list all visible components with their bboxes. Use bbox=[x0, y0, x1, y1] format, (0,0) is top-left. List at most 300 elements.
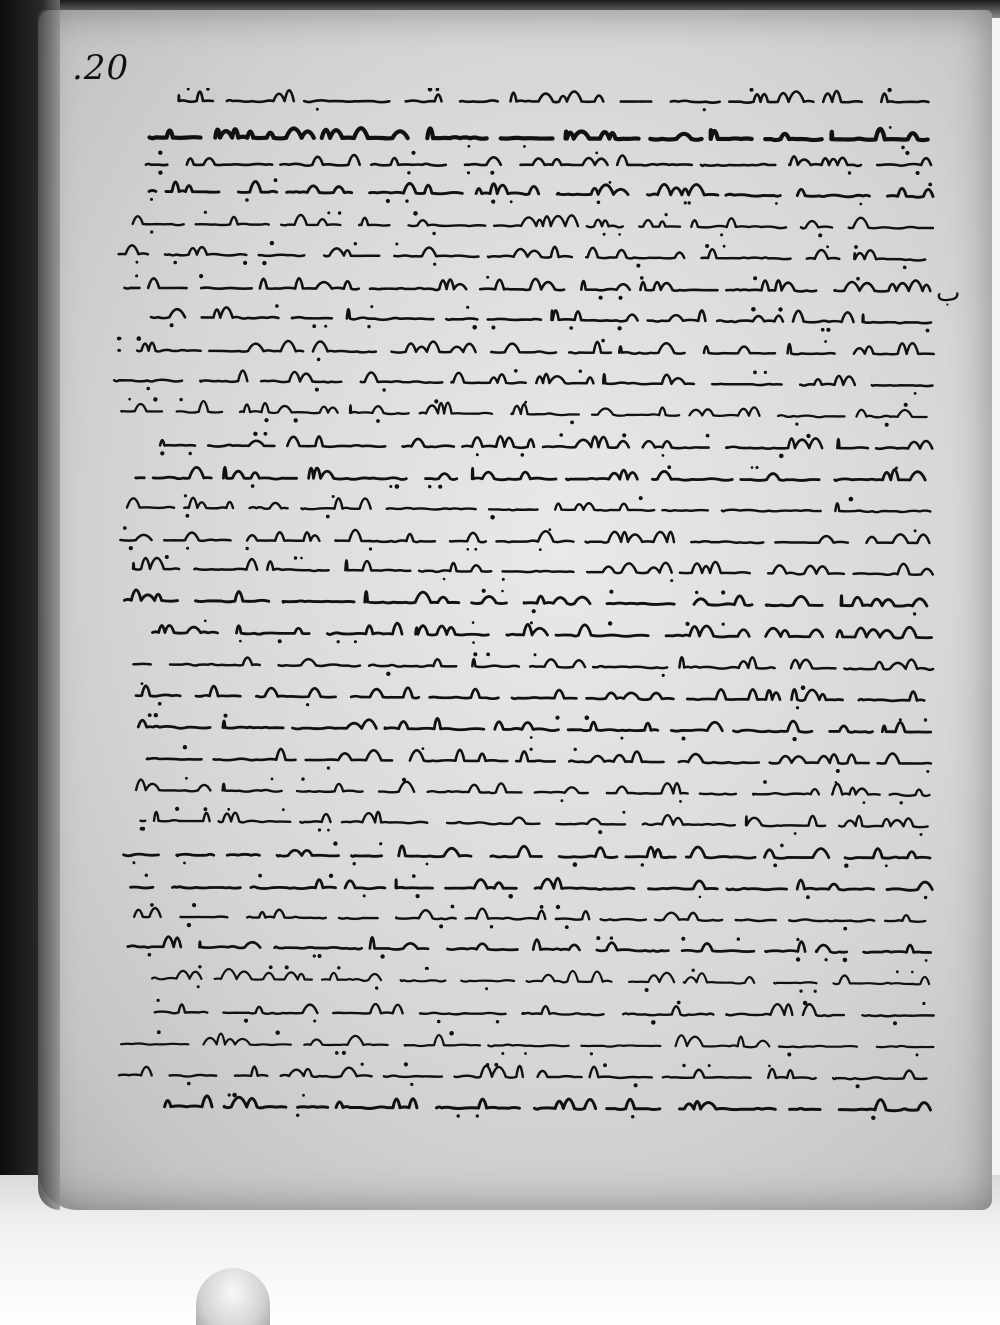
ink-stroke bbox=[149, 182, 933, 198]
diacritic-dot bbox=[595, 152, 598, 155]
diacritic-dot bbox=[871, 1116, 875, 1120]
ink-stroke bbox=[134, 908, 925, 922]
diacritic-dot bbox=[751, 307, 756, 312]
diacritic-dot bbox=[521, 453, 525, 457]
diacritic-dot bbox=[146, 387, 150, 391]
diacritic-dot bbox=[228, 1093, 231, 1096]
ink-stroke bbox=[136, 686, 924, 701]
diacritic-dot bbox=[750, 88, 754, 92]
diacritic-dot bbox=[751, 466, 754, 469]
diacritic-dot bbox=[316, 108, 319, 111]
diacritic-dot bbox=[485, 987, 488, 990]
diacritic-dot bbox=[706, 434, 710, 438]
text-line bbox=[134, 903, 925, 930]
diacritic-dot bbox=[376, 419, 380, 423]
diacritic-dot bbox=[173, 261, 177, 265]
text-line bbox=[131, 874, 933, 900]
diacritic-dot bbox=[433, 263, 436, 266]
ink-stroke bbox=[165, 1096, 931, 1111]
diacritic-dot bbox=[386, 672, 390, 676]
diacritic-dot bbox=[227, 808, 230, 811]
diacritic-dot bbox=[416, 894, 420, 898]
diacritic-dot bbox=[856, 277, 860, 281]
diacritic-dot bbox=[779, 454, 784, 459]
diacritic-dot bbox=[187, 88, 190, 91]
diacritic-dot bbox=[253, 432, 257, 436]
diacritic-dot bbox=[490, 925, 493, 928]
diacritic-dot bbox=[887, 88, 891, 92]
diacritic-dot bbox=[640, 276, 644, 280]
diacritic-dot bbox=[243, 261, 247, 265]
diacritic-dot bbox=[296, 1114, 299, 1117]
diacritic-dot bbox=[354, 242, 357, 245]
text-line bbox=[119, 241, 926, 269]
diacritic-dot bbox=[722, 623, 725, 626]
diacritic-dot bbox=[186, 547, 189, 550]
diacritic-dot bbox=[361, 1063, 364, 1066]
diacritic-dot bbox=[375, 986, 378, 989]
diacritic-dot bbox=[590, 1052, 593, 1055]
diacritic-dot bbox=[928, 183, 932, 187]
diacritic-dot bbox=[920, 833, 923, 836]
diacritic-dot bbox=[703, 108, 706, 111]
diacritic-dot bbox=[239, 640, 242, 643]
diacritic-dot bbox=[312, 324, 316, 328]
diacritic-dot bbox=[482, 589, 486, 593]
diacritic-dot bbox=[327, 766, 330, 769]
ink-stroke bbox=[153, 623, 932, 638]
text-line bbox=[133, 652, 933, 677]
diacritic-dot bbox=[608, 621, 612, 625]
diacritic-dot bbox=[885, 864, 888, 867]
diacritic-dot bbox=[510, 200, 513, 203]
diacritic-dot bbox=[337, 966, 340, 969]
diacritic-dot bbox=[434, 399, 438, 403]
diacritic-dot bbox=[763, 780, 767, 784]
diacritic-dot bbox=[617, 326, 621, 330]
diacritic-dot bbox=[245, 198, 249, 202]
diacritic-dot bbox=[184, 494, 187, 497]
diacritic-dot bbox=[474, 548, 477, 551]
diacritic-dot bbox=[768, 1065, 771, 1068]
diacritic-dot bbox=[354, 640, 357, 643]
diacritic-dot bbox=[796, 706, 799, 709]
diacritic-dot bbox=[491, 200, 495, 204]
diacritic-dot bbox=[204, 211, 207, 214]
diacritic-dot bbox=[395, 243, 398, 246]
diacritic-dot bbox=[170, 323, 174, 327]
diacritic-dot bbox=[150, 903, 154, 907]
diacritic-dot bbox=[395, 484, 400, 489]
diacritic-dot bbox=[160, 451, 164, 455]
diacritic-dot bbox=[692, 969, 695, 972]
diacritic-dot bbox=[326, 515, 330, 519]
diacritic-dot bbox=[905, 151, 909, 155]
text-line bbox=[114, 369, 932, 395]
diacritic-dot bbox=[313, 954, 316, 957]
diacritic-dot bbox=[848, 171, 851, 174]
diacritic-dot bbox=[573, 862, 578, 867]
diacritic-dot bbox=[436, 88, 440, 91]
diacritic-dot bbox=[140, 827, 144, 831]
ink-stroke bbox=[136, 467, 925, 480]
diacritic-dot bbox=[129, 546, 133, 550]
text-line bbox=[149, 178, 933, 205]
text-line bbox=[138, 713, 930, 741]
diacritic-dot bbox=[662, 674, 665, 677]
diacritic-dot bbox=[317, 358, 321, 362]
diacritic-dot bbox=[224, 714, 228, 718]
diacritic-dot bbox=[197, 985, 200, 988]
diacritic-dot bbox=[609, 181, 612, 184]
diacritic-dot bbox=[324, 325, 327, 328]
diacritic-dot bbox=[688, 201, 691, 204]
diacritic-dot bbox=[682, 1064, 685, 1067]
diacritic-dot bbox=[199, 274, 203, 278]
diacritic-dot bbox=[695, 591, 698, 594]
diacritic-dot bbox=[836, 769, 840, 773]
diacritic-dot bbox=[457, 1114, 460, 1117]
diacritic-dot bbox=[806, 895, 810, 899]
diacritic-dot bbox=[514, 369, 518, 373]
diacritic-dot bbox=[561, 799, 564, 802]
diacritic-dot bbox=[337, 640, 340, 643]
diacritic-dot bbox=[405, 199, 408, 202]
diacritic-dot bbox=[799, 990, 802, 993]
diacritic-dot bbox=[780, 844, 784, 848]
diacritic-dot bbox=[150, 198, 153, 201]
diacritic-dot bbox=[681, 937, 685, 941]
diacritic-dot bbox=[264, 432, 268, 436]
text-line bbox=[128, 936, 931, 962]
diacritic-dot bbox=[679, 800, 682, 803]
diacritic-dot bbox=[264, 418, 268, 422]
diacritic-dot bbox=[801, 685, 806, 690]
diacritic-dot bbox=[363, 894, 366, 897]
diacritic-dot bbox=[530, 748, 533, 751]
text-line bbox=[133, 555, 933, 582]
text-line bbox=[119, 1062, 927, 1088]
diacritic-dot bbox=[486, 653, 490, 657]
diacritic-dot bbox=[794, 832, 797, 835]
diacritic-dot bbox=[449, 1031, 454, 1036]
ink-stroke bbox=[127, 498, 930, 512]
ink-stroke bbox=[121, 401, 926, 417]
diacritic-dot bbox=[145, 874, 148, 877]
diacritic-dot bbox=[821, 328, 825, 332]
diacritic-dot bbox=[863, 801, 866, 804]
diacritic-dot bbox=[699, 896, 702, 899]
diacritic-dot bbox=[491, 326, 495, 330]
diacritic-dot bbox=[153, 397, 157, 401]
diacritic-dot bbox=[329, 874, 333, 878]
diacritic-dot bbox=[278, 639, 282, 643]
diacritic-dot bbox=[187, 923, 191, 927]
diacritic-dot bbox=[157, 1030, 161, 1034]
diacritic-dot bbox=[244, 1019, 248, 1023]
diacritic-dot bbox=[926, 329, 930, 333]
ink-stroke bbox=[125, 278, 931, 291]
diacritic-dot bbox=[609, 590, 613, 594]
diacritic-dot bbox=[825, 958, 828, 961]
ink-stroke bbox=[120, 530, 929, 543]
diacritic-dot bbox=[136, 261, 139, 264]
diacritic-dot bbox=[432, 232, 435, 235]
diacritic-dot bbox=[721, 590, 725, 594]
diacritic-dot bbox=[539, 548, 542, 551]
diacritic-dot bbox=[175, 807, 179, 811]
diacritic-dot bbox=[496, 1020, 499, 1023]
diacritic-dot bbox=[634, 1083, 638, 1087]
diacritic-dot bbox=[285, 965, 289, 969]
diacritic-dot bbox=[764, 371, 767, 374]
diacritic-dot bbox=[603, 233, 606, 236]
diacritic-dot bbox=[753, 276, 757, 280]
diacritic-dot bbox=[369, 547, 372, 550]
diacritic-dot bbox=[574, 748, 577, 751]
diacritic-dot bbox=[667, 465, 671, 469]
diacritic-dot bbox=[386, 199, 390, 203]
diacritic-dot bbox=[407, 171, 410, 174]
diacritic-dot bbox=[451, 905, 455, 909]
diacritic-dot bbox=[523, 145, 526, 148]
diacritic-dot bbox=[353, 862, 356, 865]
diacritic-dot bbox=[639, 496, 643, 500]
diacritic-dot bbox=[756, 466, 759, 469]
diacritic-dot bbox=[814, 990, 817, 993]
diacritic-dot bbox=[610, 936, 613, 939]
diacritic-dot bbox=[925, 959, 928, 962]
diacritic-dot bbox=[158, 151, 162, 155]
diacritic-dot bbox=[548, 528, 551, 531]
diacritic-dot bbox=[570, 421, 574, 425]
diacritic-dot bbox=[204, 620, 207, 623]
diacritic-dot bbox=[524, 1052, 527, 1055]
diacritic-dot bbox=[723, 245, 726, 248]
diacritic-dot bbox=[338, 211, 341, 214]
diacritic-dot bbox=[315, 388, 319, 392]
text-line bbox=[153, 620, 932, 644]
diacritic-dot bbox=[903, 266, 907, 270]
diacritic-dot bbox=[914, 392, 917, 395]
text-line bbox=[150, 126, 928, 149]
diacritic-dot bbox=[467, 171, 470, 174]
diacritic-dot bbox=[508, 894, 513, 899]
diacritic-dot bbox=[367, 325, 370, 328]
diacritic-dot bbox=[524, 401, 527, 404]
diacritic-dot bbox=[618, 233, 621, 236]
diacritic-dot bbox=[472, 641, 475, 644]
diacritic-dot bbox=[901, 146, 905, 150]
diacritic-dot bbox=[335, 1051, 339, 1055]
diacritic-dot bbox=[123, 526, 127, 530]
diacritic-dot bbox=[826, 245, 829, 248]
text-line bbox=[165, 1093, 931, 1120]
diacritic-dot bbox=[596, 936, 600, 940]
diacritic-dot bbox=[306, 703, 309, 706]
diacritic-dot bbox=[843, 958, 848, 963]
diacritic-dot bbox=[274, 178, 278, 182]
diacritic-dot bbox=[502, 578, 505, 581]
text-line bbox=[136, 682, 924, 709]
diacritic-dot bbox=[922, 1002, 925, 1005]
diacritic-dot bbox=[914, 529, 917, 532]
diacritic-dot bbox=[294, 556, 297, 559]
diacritic-dot bbox=[670, 579, 673, 582]
diacritic-dot bbox=[856, 1084, 860, 1088]
diacritic-dot bbox=[904, 403, 908, 407]
ink-stroke bbox=[128, 937, 931, 953]
diacritic-dot bbox=[276, 1031, 280, 1035]
diacritic-dot bbox=[154, 713, 158, 717]
diacritic-dot bbox=[327, 829, 330, 832]
diacritic-dot bbox=[636, 264, 640, 268]
handwriting-strokes bbox=[100, 88, 940, 1148]
diacritic-dot bbox=[333, 841, 337, 845]
diacritic-dot bbox=[426, 967, 429, 970]
ink-stroke bbox=[133, 215, 933, 228]
ink-stroke bbox=[136, 780, 929, 796]
diacritic-dot bbox=[318, 828, 321, 831]
diacritic-dot bbox=[824, 340, 827, 343]
text-line bbox=[124, 589, 927, 616]
diacritic-dot bbox=[476, 453, 479, 456]
diacritic-dot bbox=[896, 970, 899, 973]
diacritic-dot bbox=[796, 957, 800, 961]
diacritic-dot bbox=[778, 307, 782, 311]
diacritic-dot bbox=[631, 1115, 634, 1118]
diacritic-dot bbox=[603, 1063, 607, 1067]
diacritic-dot bbox=[389, 485, 392, 488]
diacritic-dot bbox=[534, 653, 537, 656]
diacritic-dot bbox=[540, 905, 544, 909]
ink-stroke bbox=[131, 878, 933, 890]
diacritic-dot bbox=[468, 145, 471, 148]
diacritic-dot bbox=[204, 807, 208, 811]
diacritic-dot bbox=[682, 737, 686, 741]
diacritic-dot bbox=[665, 213, 668, 216]
diacritic-dot bbox=[645, 988, 649, 992]
page-spine-shadow bbox=[38, 10, 60, 1210]
diacritic-dot bbox=[773, 864, 777, 868]
ink-stroke bbox=[141, 812, 928, 827]
diacritic-dot bbox=[137, 336, 142, 341]
diacritic-dot bbox=[796, 938, 799, 941]
ink-stroke bbox=[152, 969, 929, 984]
diacritic-dot bbox=[720, 233, 723, 236]
diacritic-dot bbox=[443, 578, 446, 581]
diacritic-dot bbox=[826, 328, 830, 332]
diacritic-dot bbox=[501, 1052, 504, 1055]
diacritic-dot bbox=[466, 306, 469, 309]
diacritic-dot bbox=[300, 557, 303, 560]
diacritic-dot bbox=[641, 863, 644, 866]
diacritic-dot bbox=[270, 241, 274, 245]
ink-stroke bbox=[133, 558, 933, 575]
diacritic-dot bbox=[737, 937, 740, 940]
diacritic-dot bbox=[795, 423, 798, 426]
text-line bbox=[152, 965, 929, 993]
diacritic-dot bbox=[708, 1064, 711, 1067]
diacritic-dot bbox=[132, 861, 135, 864]
diacritic-dot bbox=[379, 842, 382, 845]
diacritic-dot bbox=[232, 1093, 237, 1098]
diacritic-dot bbox=[705, 244, 709, 248]
text-line bbox=[146, 151, 931, 176]
diacritic-dot bbox=[677, 1001, 681, 1005]
diacritic-dot bbox=[476, 1114, 479, 1117]
ink-stroke bbox=[124, 590, 927, 606]
text-line bbox=[147, 745, 931, 773]
diacritic-dot bbox=[859, 203, 862, 206]
diacritic-dot bbox=[189, 452, 192, 455]
ink-stroke bbox=[119, 1066, 927, 1079]
text-line bbox=[140, 807, 928, 836]
diacritic-dot bbox=[684, 201, 687, 204]
diacritic-dot bbox=[380, 954, 384, 958]
diacritic-dot bbox=[900, 801, 903, 804]
diacritic-dot bbox=[135, 274, 138, 277]
diacritic-dot bbox=[899, 718, 902, 721]
diacritic-dot bbox=[428, 485, 431, 488]
diacritic-dot bbox=[885, 423, 889, 427]
ink-stroke bbox=[119, 341, 934, 354]
diacritic-dot bbox=[924, 718, 927, 721]
text-line bbox=[136, 777, 929, 805]
ink-stroke bbox=[138, 718, 930, 732]
diacritic-dot bbox=[849, 497, 854, 502]
diacritic-dot bbox=[926, 770, 929, 773]
text-line bbox=[127, 494, 930, 519]
diacritic-dot bbox=[490, 171, 494, 175]
diacritic-dot bbox=[426, 863, 429, 866]
diacritic-dot bbox=[370, 305, 373, 308]
diacritic-dot bbox=[318, 954, 322, 958]
diacritic-dot bbox=[662, 454, 665, 457]
diacritic-dot bbox=[251, 484, 255, 488]
diacritic-dot bbox=[183, 862, 186, 865]
diacritic-dot bbox=[158, 702, 162, 706]
diacritic-dot bbox=[916, 171, 920, 175]
ink-stroke bbox=[160, 436, 932, 449]
diacritic-dot bbox=[150, 230, 153, 233]
diacritic-dot bbox=[422, 747, 425, 750]
ink-stroke bbox=[179, 90, 929, 102]
diacritic-dot bbox=[165, 555, 169, 559]
diacritic-dot bbox=[556, 905, 560, 909]
diacritic-dot bbox=[192, 903, 196, 907]
diacritic-dot bbox=[185, 777, 188, 780]
diacritic-dot bbox=[141, 682, 144, 685]
text-line bbox=[136, 465, 925, 488]
diacritic-dot bbox=[271, 778, 274, 781]
diacritic-dot bbox=[206, 88, 210, 91]
diacritic-dot bbox=[332, 495, 335, 498]
diacritic-dot bbox=[258, 874, 262, 878]
diacritic-dot bbox=[413, 211, 418, 216]
diacritic-dot bbox=[599, 296, 603, 300]
diacritic-dot bbox=[618, 296, 622, 300]
ink-stroke bbox=[147, 749, 931, 764]
text-line bbox=[133, 211, 933, 238]
diacritic-dot bbox=[301, 777, 304, 780]
ink-stroke bbox=[146, 155, 931, 166]
diacritic-dot bbox=[128, 398, 131, 401]
diacritic-dot bbox=[467, 548, 470, 551]
diacritic-dot bbox=[410, 1083, 413, 1086]
diacritic-dot bbox=[843, 927, 847, 931]
ink-stroke bbox=[124, 846, 930, 859]
